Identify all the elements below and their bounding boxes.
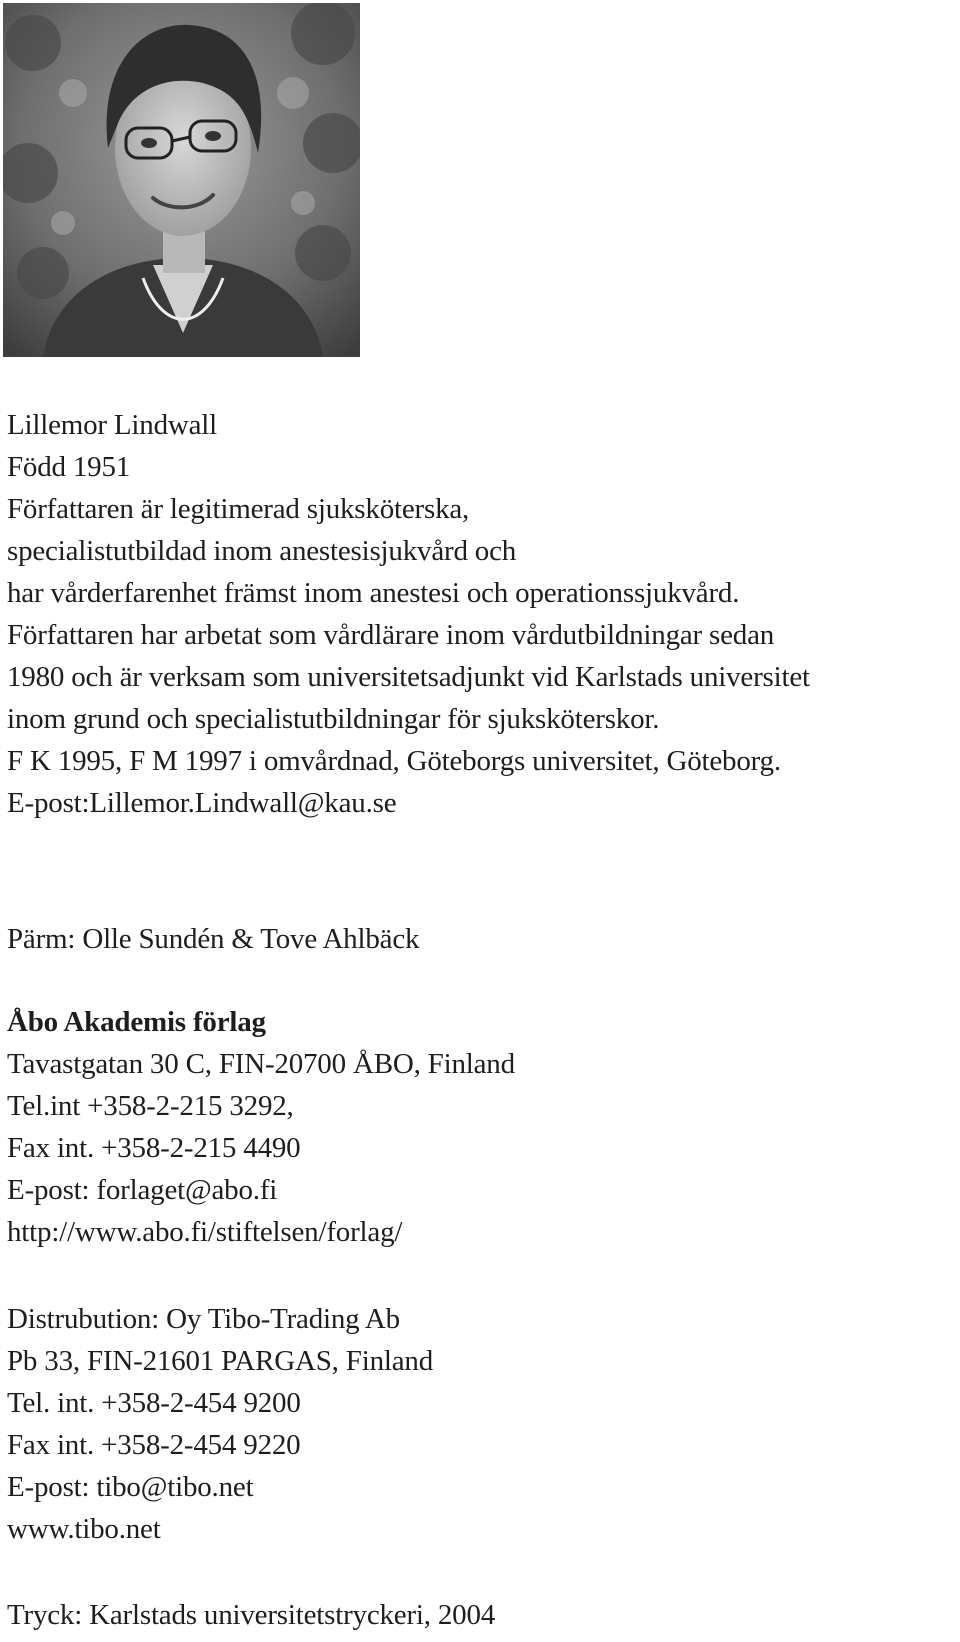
publisher-email: E-post: forlaget@abo.fi — [7, 1174, 278, 1206]
bio-line: inom grund och specialistutbildningar för sjuksköterskor. — [7, 703, 660, 735]
distributor-email: E-post: tibo@tibo.net — [7, 1471, 254, 1503]
distributor-address: Pb 33, FIN-21601 PARGAS, Finland — [7, 1345, 433, 1377]
bio-line: 1980 och är verksam som universitetsadjunkt vid Karlstads universitet — [7, 661, 810, 693]
author-email: E-post:Lillemor.Lindwall@kau.se — [7, 787, 397, 819]
publisher-name: Åbo Akademis förlag — [7, 1006, 266, 1038]
author-bio — [7, 404, 957, 824]
author-portrait-icon — [3, 3, 360, 357]
author-name: Lillemor Lindwall — [7, 409, 218, 441]
distributor-url: www.tibo.net — [7, 1513, 161, 1545]
bio-line: specialistutbildad inom anestesisjukvård och — [7, 535, 517, 567]
publisher-address: Tavastgatan 30 C, FIN-20700 ÅBO, Finland — [7, 1048, 515, 1080]
publisher-tel: Tel.int +358-2-215 3292, — [7, 1090, 294, 1122]
publisher-section — [7, 1001, 957, 1253]
distributor-fax: Fax int. +358-2-454 9220 — [7, 1429, 301, 1461]
print-credit: Tryck: Karlstads universitetstryckeri, 2004 — [7, 1599, 496, 1631]
publisher-url: http://www.abo.fi/stiftelsen/forlag/ — [7, 1216, 403, 1248]
bio-line: F K 1995, F M 1997 i omvårdnad, Göteborgs universitet, Göteborg. — [7, 745, 781, 777]
print-section — [7, 1594, 957, 1636]
author-born: Född 1951 — [7, 451, 131, 483]
cover-credit-section — [7, 918, 957, 960]
distributor-name: Distrubution: Oy Tibo-Trading Ab — [7, 1303, 400, 1335]
distribution-section — [7, 1298, 957, 1550]
cover-credit: Pärm: Olle Sundén & Tove Ahlbäck — [7, 923, 420, 955]
bio-line: Författaren har arbetat som vårdlärare inom vårdutbildningar sedan — [7, 619, 775, 651]
bio-line: har vårderfarenhet främst inom anestesi och operationssjukvård. — [7, 577, 740, 609]
publisher-fax: Fax int. +358-2-215 4490 — [7, 1132, 301, 1164]
distributor-tel: Tel. int. +358-2-454 9200 — [7, 1387, 301, 1419]
bio-line: Författaren är legitimerad sjuksköterska, — [7, 493, 470, 525]
